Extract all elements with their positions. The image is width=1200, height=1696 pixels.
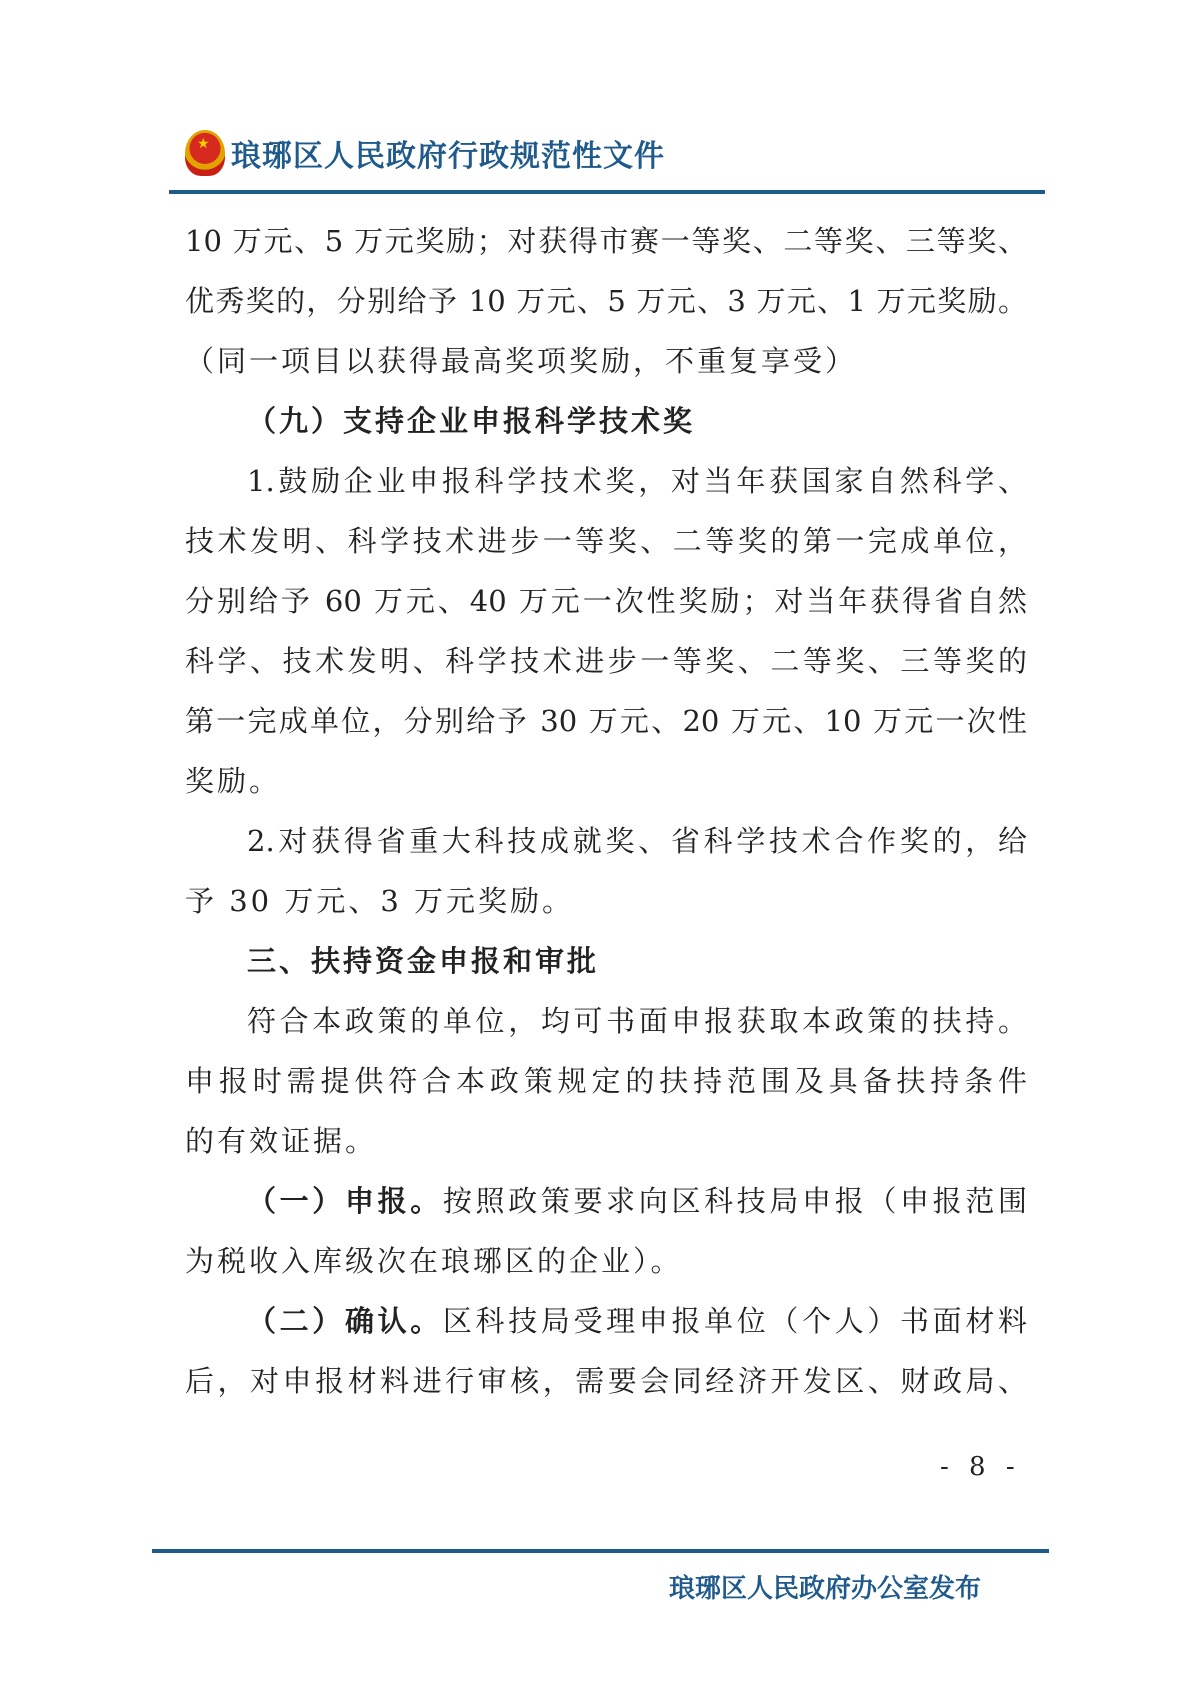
- page-number: - 8 -: [940, 1452, 1021, 1482]
- body-line: [185, 1171, 1027, 1231]
- body-line: 奖励。: [185, 764, 282, 798]
- body-line: 优秀奖的，分别给予 10 万元、5 万元、3 万元、1 万元奖励。: [185, 284, 1027, 318]
- body-line: 分别给予 60 万元、40 万元一次性奖励；对当年获得省自然: [185, 584, 1027, 618]
- item-lead: （一）申报。: [247, 1184, 443, 1218]
- footer-publisher: 琅琊区人民政府办公室发布: [669, 1574, 982, 1604]
- item-text: 按照政策要求向区科技局申报（申报范围: [442, 1184, 1027, 1218]
- body-line: 技术发明、科学技术进步一等奖、二等奖的第一完成单位，: [185, 524, 1027, 558]
- footer-rule: [152, 1549, 1049, 1553]
- body-line: 符合本政策的单位，均可书面申报获取本政策的扶持。: [247, 1004, 1027, 1038]
- body-line: （同一项目以获得最高奖项奖励，不重复享受）: [185, 344, 858, 378]
- body-line: 予 30 万元、3 万元奖励。: [185, 884, 575, 918]
- national-emblem-icon: [185, 130, 225, 176]
- body-line: 10 万元、5 万元奖励；对获得市赛一等奖、二等奖、三等奖、: [185, 224, 1027, 258]
- body-line: 为税收入库级次在琅琊区的企业）。: [185, 1244, 683, 1278]
- body-line: [185, 1291, 1027, 1351]
- body-line: 第一完成单位，分别给予 30 万元、20 万元、10 万元一次性: [185, 704, 1028, 738]
- body-line: 2.对获得省重大科技成就奖、省科学技术合作奖的，给: [247, 824, 1027, 858]
- header-rule: [169, 190, 1045, 194]
- section-heading: （九）支持企业申报科学技术奖: [247, 404, 696, 438]
- item-text: 区科技局受理申报单位（个人）书面材料: [442, 1304, 1027, 1338]
- document-body: [185, 211, 1027, 1411]
- body-line: 科学、技术发明、科学技术进步一等奖、二等奖、三等奖的: [185, 644, 1027, 678]
- document-header: [185, 130, 665, 176]
- header-title: 琅琊区人民政府行政规范性文件: [231, 139, 665, 174]
- body-line: 后，对申报材料进行审核，需要会同经济开发区、财政局、: [185, 1364, 1027, 1398]
- body-line: 申报时需提供符合本政策规定的扶持范围及具备扶持条件: [185, 1064, 1027, 1098]
- body-line: 的有效证据。: [185, 1124, 378, 1158]
- item-lead: （二）确认。: [247, 1304, 443, 1338]
- chapter-heading: 三、扶持资金申报和审批: [247, 944, 600, 978]
- body-line: 1.鼓励企业申报科学技术奖，对当年获国家自然科学、: [247, 464, 1027, 498]
